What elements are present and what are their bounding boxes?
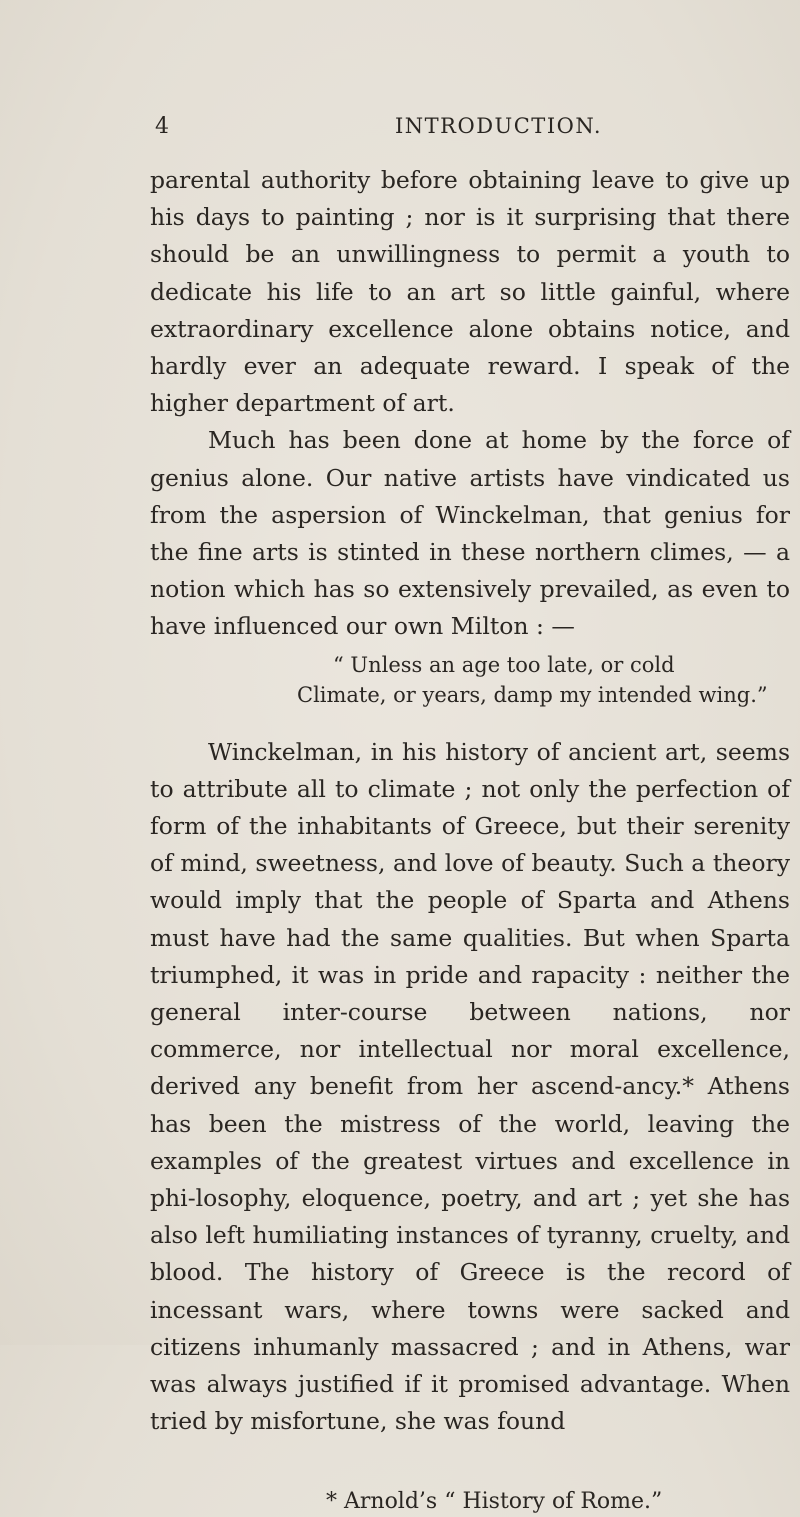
paragraph-3: Winckelman, in his history of ancient art, seems to attribute all to climate ; not only the perfection of form of the inhabitants of Greece, but their serenity of mind, sweetness, and love of beauty. Such a theory would imply that the people of Sparta and Athens must have had the same qualities. But when Sparta triumphed, it was in pride and rapacity : neither the general inter-course between nations, nor commerce, nor intellectual nor moral excellence, derived any benefit from her ascend-ancy.* Athens has been the mistress of the world, leaving the examples of the greatest virtues and excellence in phi-losophy, eloquence, poetry, and art ; yet she has also left humiliating instances of tyranny, cruelty, and blood. The history of Greece is the record of incessant wars, where towns were sacked and citizens inhumanly massacred ; and in Athens, war was always justified if it promised advantage. When tried by misfortune, she was found — [150, 737, 790, 1436]
page-number: 4 — [155, 114, 170, 139]
paragraph-1: parental authority before obtaining leave to give up his days to painting ; nor is it surprising that there should be an unwillingness to permit a youth to dedicate his life to an art so little gainful, where extraordinary excellence alone obtains notice, and hardly ever an adequate reward. I speak of the higher department of art. — [150, 166, 790, 418]
footnote: * Arnold’s “ History of Rome.” — [326, 1488, 663, 1514]
quote-line-2: Climate, or years, damp my intended wing.” — [297, 682, 768, 707]
paragraph-2: Much has been done at home by the force of genius alone. Our native artists have vindicated us from the aspersion of Winckelman, that genius for the fine arts is stinted in these northern climes, — a notion which has so extensively prevailed, as even to have influenced our own Milton : — — [150, 426, 790, 641]
verse-quotation — [150, 650, 790, 710]
running-head — [0, 110, 800, 144]
body-text — [150, 162, 790, 1517]
running-title: INTRODUCTION. — [395, 114, 603, 138]
quote-line-1: “ Unless an age too late, or cold — [333, 652, 675, 677]
